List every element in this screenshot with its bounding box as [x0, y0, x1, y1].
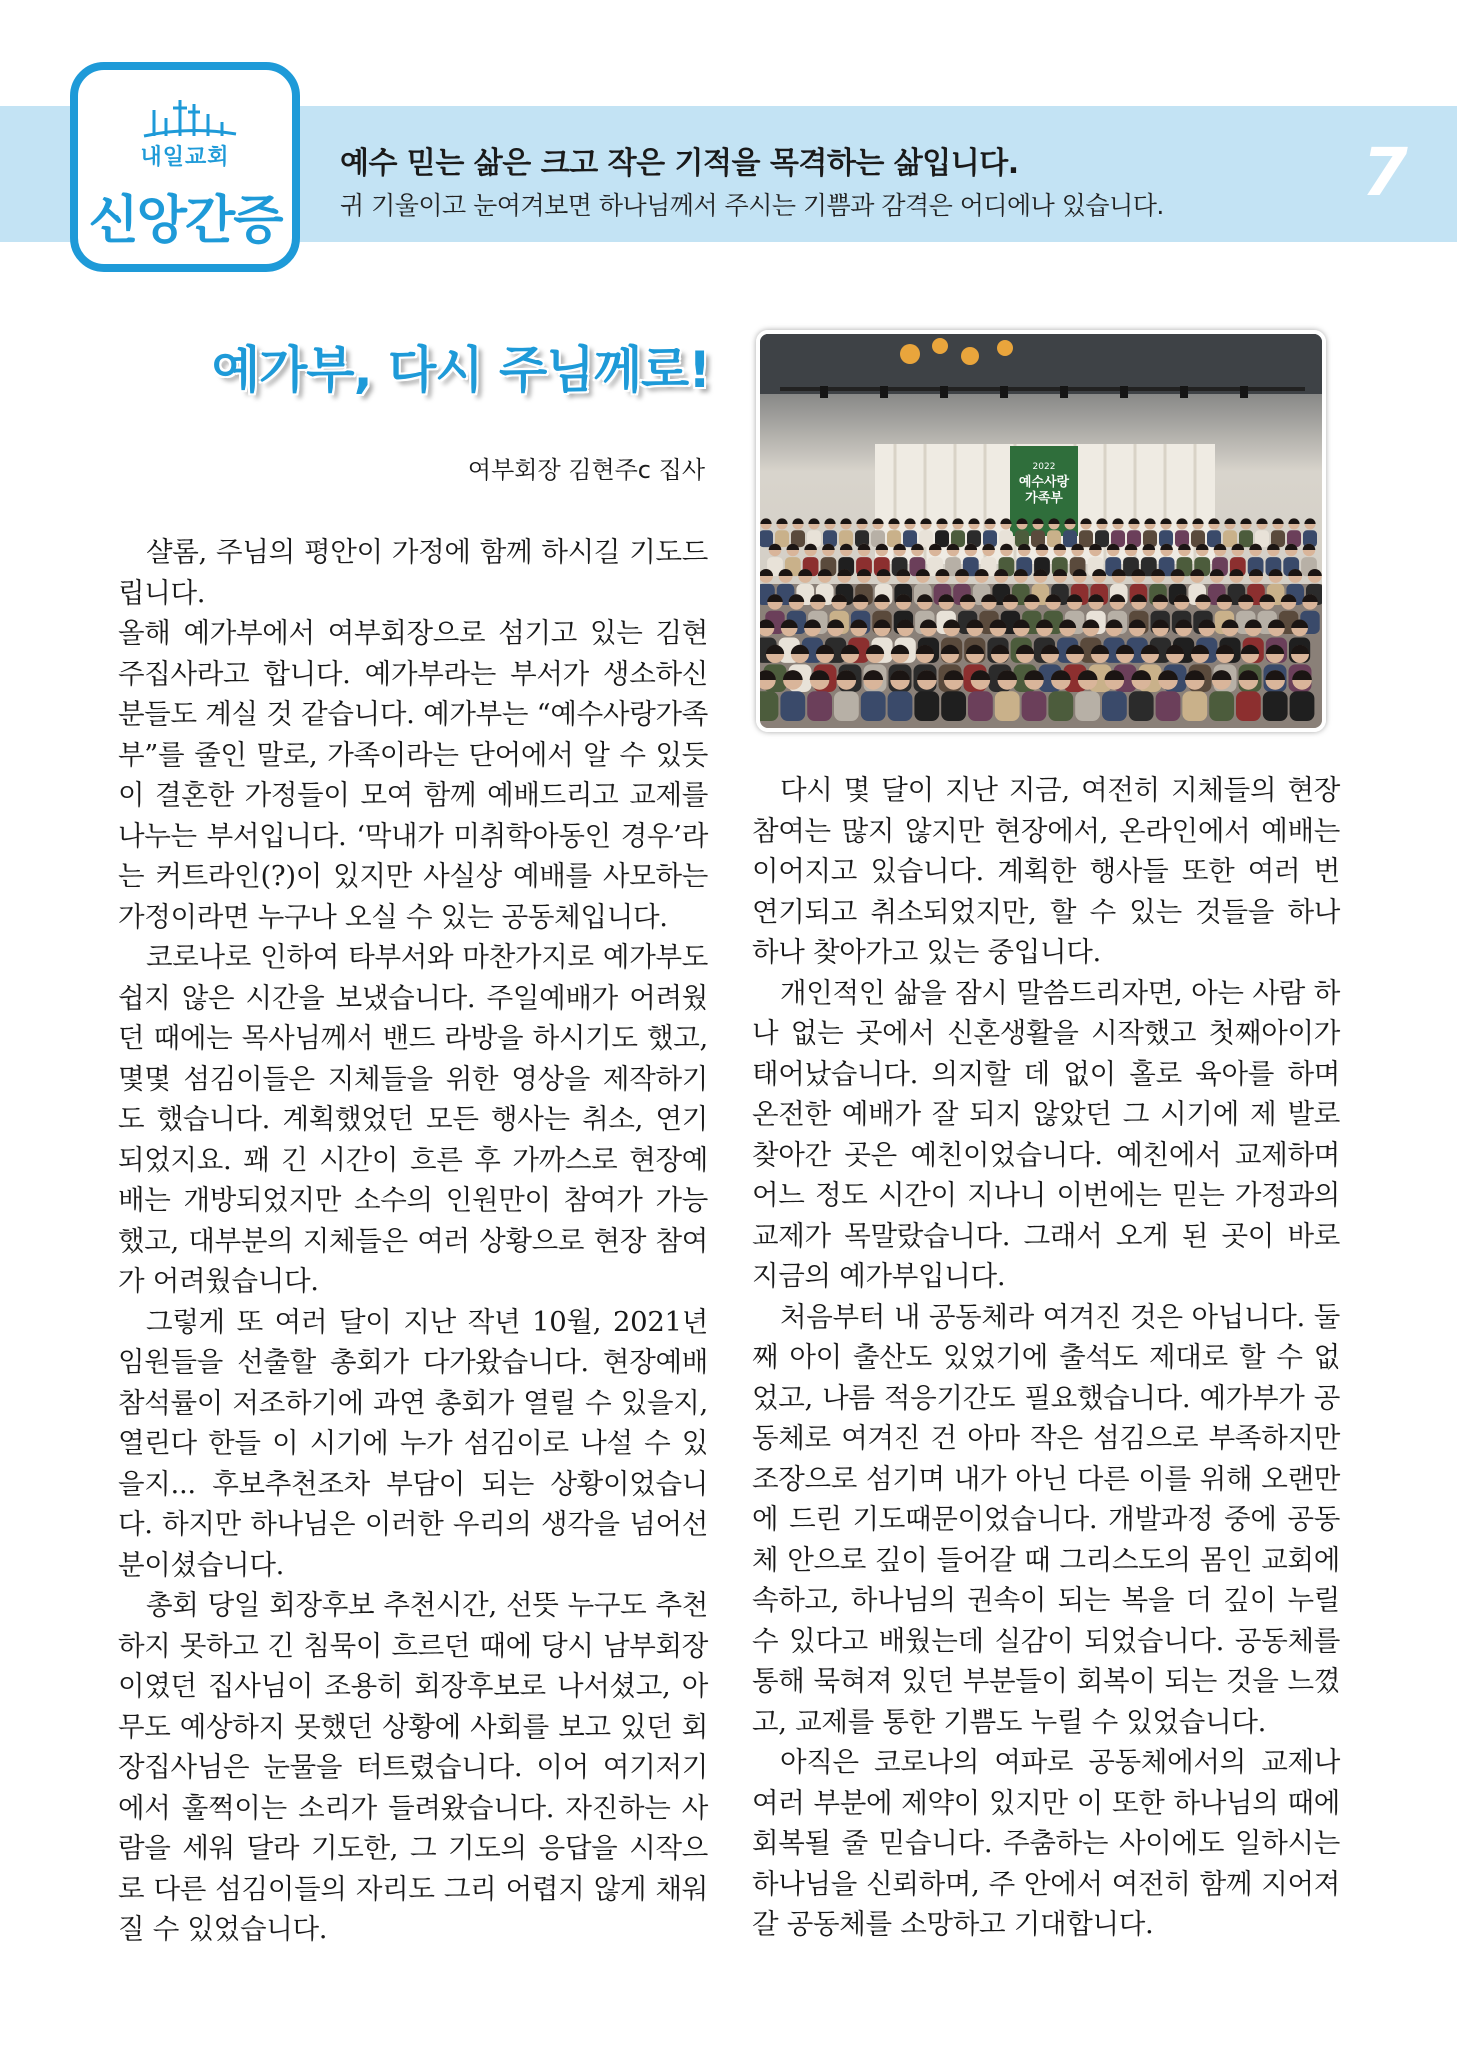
church-name: 내일교회 — [140, 145, 230, 170]
page-number: 7 — [1362, 134, 1408, 211]
article-title: 예가부, 다시 주님께로! — [211, 341, 710, 399]
paragraph: 코로나로 인하여 타부서와 마찬가지로 예가부도 쉽지 않은 시간을 보냈습니다. 주일예배가 어려웠던 때에는 목사님께서 밴드 라방을 하시기도 했고, 몇몇 섬김이들은 지체들을 위한 영상을 제작하기도 했습니다. 계획했었던 모든 행사는 취소, 연기되었지요. 꽤 긴 시간이 흐른 후 가까스로 현장예배는 개방되었지만 소수의 인원만이 참여가 가능했고, 대부분의 지체들은 여러 상황으로 현장 참여가 어려웠습니다. — [118, 941, 708, 1297]
article-right-column — [752, 770, 1340, 1945]
photo-banner-line1: 예수사랑 — [1018, 475, 1070, 490]
section-logo — [70, 62, 300, 272]
article-left-column — [118, 532, 708, 1950]
paragraph: 총회 당일 회장후보 추천시간, 선뜻 누구도 추천하지 못하고 긴 침묵이 흐르던 때에 당시 남부회장이였던 집사님이 조용히 회장후보로 나서셨고, 아무도 예상하지 못했던 상황에 사회를 보고 있던 회장집사님은 눈물을 터트렸습니다. 이어 여기저기에서 훌쩍이는 소리가 들려왔습니다. 자진하는 사람을 세워 달라 기도한, 그 기도의 응답을 시작으로 다른 섬김이들의 자리도 그리 어렵지 않게 채워질 수 있었습니다. — [118, 1589, 708, 1945]
paragraph: 샬롬, 주님의 평안이 가정에 함께 하시길 기도드립니다. — [118, 536, 708, 609]
banner-headline: 예수 믿는 삶은 크고 작은 기적을 목격하는 삶입니다. — [340, 146, 1019, 181]
group-photo — [756, 330, 1326, 732]
section-title: 신앙간증 — [88, 191, 282, 251]
paragraph: 그렇게 또 여러 달이 지난 작년 10월, 2021년 임원들을 선출할 총회가 다가왔습니다. 현장예배 참석률이 저조하기에 과연 총회가 열릴 수 있을지, 열린다 한들 이 시기에 누가 섬김이로 나설 수 있을지... 후보추천조차 부담이 되는 상황이었습니다. 하지만 하나님은 이러한 우리의 생각을 넘어선 분이셨습니다. — [118, 1305, 708, 1581]
paragraph: 아직은 코로나의 여파로 공동체에서의 교제나 여러 부분에 제약이 있지만 이 또한 하나님의 때에 회복될 줄 믿습니다. 주춤하는 사이에도 일하시는 하나님을 신뢰하며, 주 안에서 여전히 함께 지어져갈 공동체를 소망하고 기대합니다. — [752, 1746, 1340, 1940]
article-byline: 여부회장 김현주c 집사 — [467, 456, 705, 484]
photo-banner-line2: 가족부 — [1025, 491, 1063, 506]
banner-subline: 귀 기울이고 눈여겨보면 하나님께서 주시는 기쁨과 감격은 어디에나 있습니다. — [340, 191, 1164, 220]
paragraph: 개인적인 삶을 잠시 말씀드리자면, 아는 사람 하나 없는 곳에서 신혼생활을 시작했고 첫째아이가 태어났습니다. 의지할 데 없이 홀로 육아를 하며 온전한 예배가 잘 되지 않았던 그 시기에 제 발로 찾아간 곳은 예친이었습니다. 예친에서 교제하며 어느 정도 시간이 지나니 이번에는 믿는 가정과의 교제가 목말랐습니다. 그래서 오게 된 곳이 바로 지금의 예가부입니다. — [752, 976, 1340, 1292]
paragraph: 다시 몇 달이 지난 지금, 여전히 지체들의 현장 참여는 많지 않지만 현장에서, 온라인에서 예배는 이어지고 있습니다. 계획한 행사들 또한 여러 번 연기되고 취소되었지만, 할 수 있는 것들을 하나 하나 찾아가고 있는 중입니다. — [752, 774, 1340, 968]
paragraph: 올해 예가부에서 여부회장으로 섬기고 있는 김현주집사라고 합니다. 예가부라는 부서가 생소하신 분들도 계실 것 같습니다. 예가부는 “예수사랑가족부”를 줄인 말로, 가족이라는 단어에서 알 수 있듯이 결혼한 가정들이 모여 함께 예배드리고 교제를 나누는 부서입니다. ‘막내가 미취학아동인 경우’라는 커트라인(?)이 있지만 사실상 예배를 사모하는 가정이라면 누구나 오실 수 있는 공동체입니다. — [118, 617, 708, 933]
paragraph: 처음부터 내 공동체라 여겨진 것은 아닙니다. 둘째 아이 출산도 있었기에 출석도 제대로 할 수 없었고, 나름 적응기간도 필요했습니다. 예가부가 공동체로 여겨진 건 아마 작은 섬김으로 부족하지만 조장으로 섬기며 내가 아닌 다른 이를 위해 오랜만에 드린 기도때문이었습니다. 개발과정 중에 공동체 안으로 깊이 들어갈 때 그리스도의 몸인 교회에 속하고, 하나님의 권속이 되는 복을 더 깊이 누릴 수 있다고 배웠는데 실감이 되었습니다. 공동체를 통해 묵혀져 있던 부분들이 회복이 되는 것을 느꼈고, 교제를 통한 기쁨도 누릴 수 있었습니다. — [752, 1300, 1340, 1738]
church-skyline-icon — [140, 92, 240, 140]
group-photo-image — [760, 334, 1322, 728]
photo-banner-year: 2022 — [1032, 462, 1056, 472]
